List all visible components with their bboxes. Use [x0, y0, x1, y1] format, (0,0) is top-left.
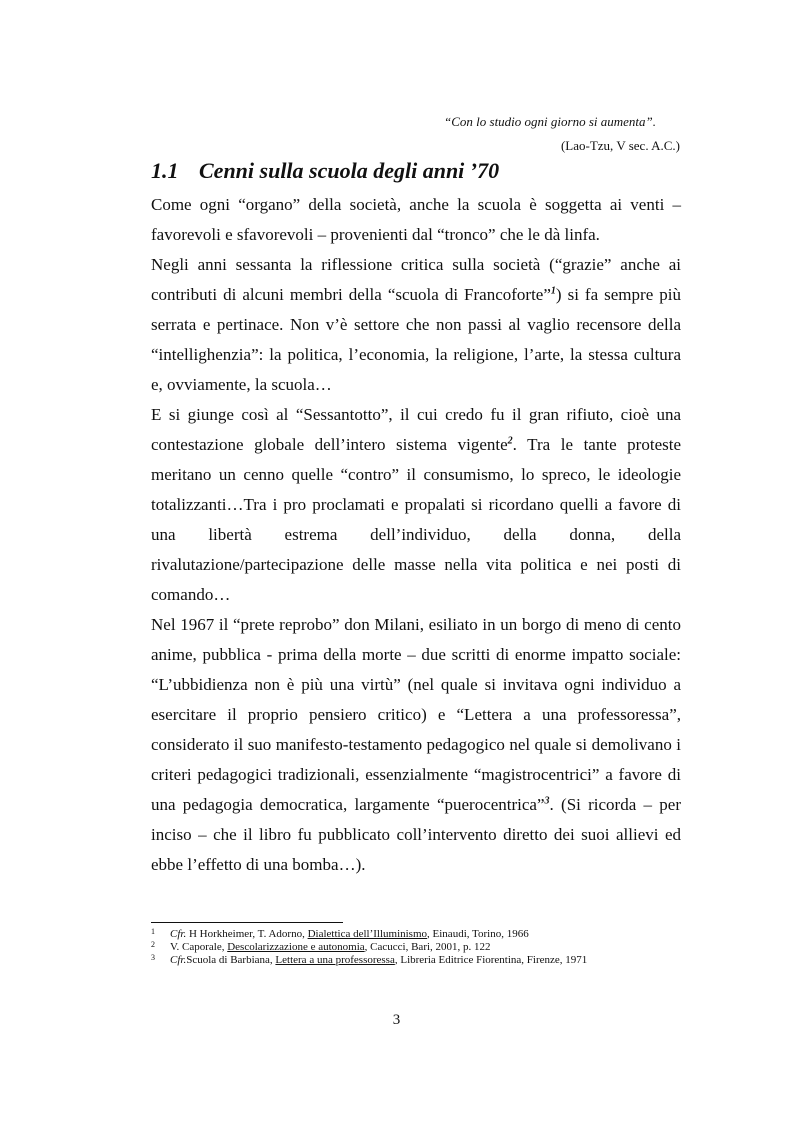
footnote-ref-1[interactable]: 1 — [550, 285, 556, 297]
footnote-number: 2 — [151, 940, 155, 949]
paragraph-4-text-a: Nel 1967 il “prete reprobo” don Milani, esiliato in un borgo di meno di cento anime, pubblica - prima della morte – due scritti di enorme impatto sociale: “L’ubbidienza non è più una virtù” (nel quale si invitava ogni individuo a esercitare il proprio pensiero critico) e “Lettera a una professoressa”, considerato il suo manifesto-testamento pedagogico nel quale si demolivano i criteri pedagogici tradizionali, essenzialmente “magistrocentrici” a favore di una pedagogia democratica, largamente “puerocentrica” — [151, 615, 681, 814]
epigraph-source: (Lao-Tzu, V sec. A.C.) — [560, 138, 680, 153]
footnote-authors: H Horkheimer, T. Adorno, — [186, 928, 308, 940]
body-text — [151, 190, 681, 880]
footnote-3 — [151, 954, 691, 967]
footnote-1 — [151, 928, 691, 941]
footnote-authors: V. Caporale, — [170, 941, 228, 953]
footnote-book-title: Lettera a una professoressa — [275, 954, 395, 966]
footnote-ref-2[interactable]: 2 — [507, 435, 513, 447]
footnote-number: 3 — [151, 953, 155, 962]
paragraph-3-text-b: . Tra le tante proteste meritano un cenno quelle “contro” il consumismo, lo spreco, le ideologie totalizzanti…Tra i pro proclamati e propalati si ricordano quelli a favore di una libertà estrema dell’individuo, della donna, della rivalutazione/partecipazione delle masse nella vita politica e nei posti di comando… — [151, 435, 682, 604]
paragraph-3 — [151, 400, 681, 610]
section-title: Cenni sulla scuola degli anni ’70 — [199, 158, 500, 183]
footnote-publisher: , Libreria Editrice Fiorentina, Firenze, 1971 — [394, 954, 588, 966]
section-heading — [151, 158, 499, 184]
footnote-separator — [151, 922, 343, 923]
paragraph-1: Come ogni “organo” della società, anche la scuola è soggetta ai venti – favorevoli e sfavorevoli – provenienti dal “tronco” che le dà linfa. — [151, 195, 681, 244]
page-number: 3 — [392, 1012, 401, 1028]
footnotes — [151, 928, 691, 967]
footnote-publisher: , Cacucci, Bari, 2001, p. 122 — [364, 941, 491, 953]
paragraph-2 — [151, 250, 681, 400]
epigraph-quote: “Con lo studio ogni giorno si aumenta”. — [444, 114, 656, 129]
footnote-publisher: , Einaudi, Torino, 1966 — [427, 928, 529, 940]
footnote-book-title: Descolarizzazione e autonomia — [227, 941, 365, 953]
footnote-cfr: Cfr. — [170, 954, 187, 966]
paragraph-4 — [151, 610, 681, 880]
section-number: 1.1 — [151, 158, 179, 183]
paragraph-4-text-b: . (Si ricorda – per inciso – che il libro fu pubblicato coll’intervento diretto dei suoi allievi ed ebbe l’effetto di una bomba…). — [151, 795, 681, 874]
footnote-number: 1 — [151, 927, 155, 936]
footnote-cfr: Cfr. — [170, 928, 187, 940]
footnote-2 — [151, 941, 691, 954]
paragraph-2-text-a: Negli anni sessanta la riflessione critica sulla società (“grazie” anche ai contributi di alcuni membri della “scuola di Francoforte” — [151, 255, 681, 304]
footnote-ref-3[interactable]: 3 — [544, 795, 550, 807]
footnote-book-title: Dialettica dell’Illuminismo — [307, 928, 428, 940]
paragraph-3-text-a: E si giunge così al “Sessantotto”, il cui credo fu il gran rifiuto, cioè una contestazione globale dell’intero sistema vigente — [151, 405, 681, 454]
footnote-authors: Scuola di Barbiana, — [186, 954, 276, 966]
paragraph-2-text-b: ) si fa sempre più serrata e pertinace. Non v’è settore che non passi al vaglio recensore della “intellighenzia”: la politica, l’economia, la religione, l’arte, la stessa cultura e, ovviamente, la scuola… — [151, 285, 681, 394]
